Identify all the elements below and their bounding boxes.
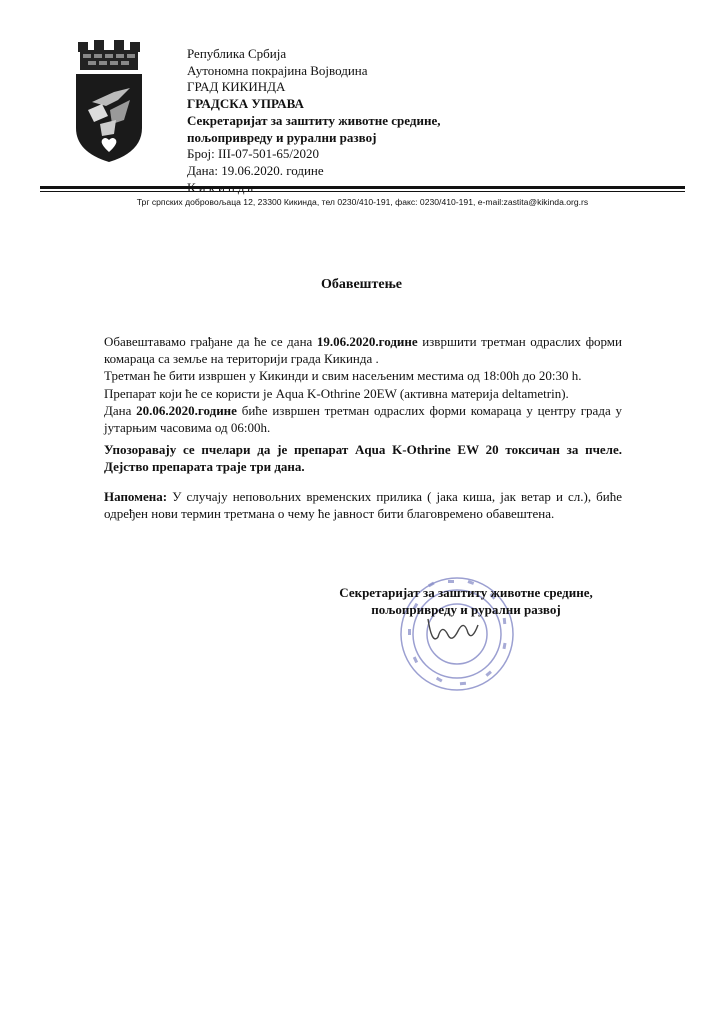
header-administration: ГРАДСКА УПРАВА bbox=[187, 96, 304, 112]
p1-text-c: извршити третман одраслих форми комараца са земље на територији града Кикинда . bbox=[104, 334, 622, 367]
document-title: Обавештење bbox=[321, 277, 402, 292]
letterhead bbox=[187, 46, 440, 196]
signature-line-1: Секретаријат за заштиту животне средине, bbox=[339, 585, 593, 600]
coat-of-arms-logo bbox=[72, 40, 146, 164]
p1-date-1: 19.06.2020.године bbox=[316, 334, 418, 349]
header-province: Аутономна покрајина Војводина bbox=[187, 62, 368, 78]
header-country: Република Србија bbox=[187, 46, 287, 61]
header-date: Дана: 19.06.2020. године bbox=[187, 162, 324, 178]
p1-preparation: Препарат који ће се користи је Aqua K-Othrine 20EW (активна материја deltametrin). bbox=[104, 385, 569, 401]
p1-text-a: Обавештавамо грађане да ће се дана bbox=[104, 334, 317, 349]
note-label: Напомена: bbox=[104, 489, 168, 504]
header-city: ГРАД КИКИНДА bbox=[187, 79, 286, 95]
beekeeper-warning: Упозоравају се пчелари да је препарат Aqua K-Othrine EW 20 токсичан за пчеле. Дејство препарата траје три дана. bbox=[104, 442, 622, 475]
signature-line-2: пољопривреду и рурални развој bbox=[371, 602, 561, 617]
notice-paragraph-1 bbox=[104, 333, 622, 436]
header-number: Број: III-07-501-65/2020 bbox=[187, 146, 320, 162]
header-secretariat-1: Секретаријат за заштиту животне средине, bbox=[187, 112, 441, 128]
header-divider-thin bbox=[40, 191, 685, 192]
contact-address: Трг српских добровољаца 12, 23300 Кикинда, тел 0230/410-191, факс: 0230/410-191, e-mail:zastita@kikinda.org.rs bbox=[136, 197, 589, 207]
signature-block bbox=[330, 584, 602, 618]
p1-treatment-time: Третман ће бити извршен у Кикинди и свим насељеним местима од 18:00h до 20:30 h. bbox=[104, 368, 582, 384]
note-paragraph bbox=[104, 488, 622, 522]
p1-text-d: Дана bbox=[104, 402, 137, 418]
header-divider-thick bbox=[40, 186, 685, 189]
p1-text-e: биће извршен третман одраслих форми комараца у центру града у јутарњим часовима од 06:00h. bbox=[104, 402, 622, 436]
p1-date-2: 20.06.2020.године bbox=[136, 402, 237, 418]
header-secretariat-2: пољопривреду и рурални развој bbox=[187, 129, 377, 145]
note-text: У случају неповољних временских прилика ( јака киша, јак ветар и сл.), биће одређен нови термин третмана о чему ће јавност бити благовремено обавештена. bbox=[104, 489, 622, 522]
